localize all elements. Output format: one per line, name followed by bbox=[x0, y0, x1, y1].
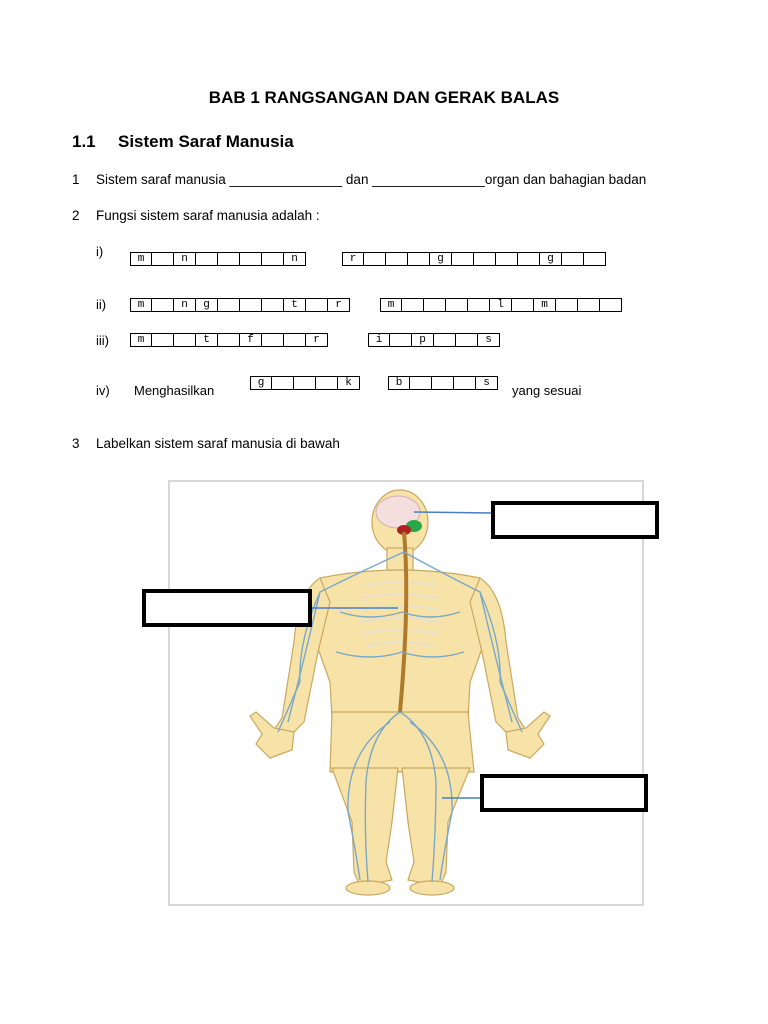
letter-cell[interactable] bbox=[196, 252, 218, 266]
letter-cell[interactable] bbox=[218, 252, 240, 266]
q2-item-4-word-1 bbox=[250, 376, 360, 390]
letter-cell[interactable] bbox=[452, 252, 474, 266]
letter-cell[interactable]: r bbox=[306, 333, 328, 347]
letter-cell[interactable] bbox=[578, 298, 600, 312]
letter-cell[interactable]: i bbox=[368, 333, 390, 347]
human-body-illustration bbox=[170, 482, 642, 904]
right-foot-shape bbox=[410, 881, 454, 895]
letter-cell[interactable] bbox=[218, 298, 240, 312]
letter-cell[interactable] bbox=[240, 252, 262, 266]
letter-cell[interactable]: m bbox=[130, 298, 152, 312]
letter-cell[interactable] bbox=[408, 252, 430, 266]
letter-cell[interactable]: n bbox=[284, 252, 306, 266]
letter-cell[interactable] bbox=[496, 252, 518, 266]
letter-cell[interactable] bbox=[386, 252, 408, 266]
letter-cell[interactable]: r bbox=[328, 298, 350, 312]
letter-cell[interactable]: r bbox=[342, 252, 364, 266]
letter-cell[interactable] bbox=[402, 298, 424, 312]
letter-cell[interactable] bbox=[410, 376, 432, 390]
question-1-number: 1 bbox=[72, 172, 80, 187]
letter-cell[interactable] bbox=[456, 333, 478, 347]
letter-cell[interactable] bbox=[152, 252, 174, 266]
letter-cell[interactable] bbox=[584, 252, 606, 266]
section-title: Sistem Saraf Manusia bbox=[118, 132, 294, 151]
letter-cell[interactable]: k bbox=[338, 376, 360, 390]
left-foot-shape bbox=[346, 881, 390, 895]
question-3-number: 3 bbox=[72, 436, 80, 451]
question-1-text: Sistem saraf manusia _______________ dan _______________organ dan bahagian badan bbox=[96, 172, 647, 187]
letter-cell[interactable] bbox=[240, 298, 262, 312]
letter-cell[interactable] bbox=[562, 252, 584, 266]
letter-cell[interactable] bbox=[262, 252, 284, 266]
letter-cell[interactable] bbox=[432, 376, 454, 390]
q2-item-2-label: ii) bbox=[96, 297, 107, 312]
letter-cell[interactable] bbox=[262, 298, 284, 312]
letter-cell[interactable]: m bbox=[130, 252, 152, 266]
letter-cell[interactable]: t bbox=[284, 298, 306, 312]
q2-item-2-word-1 bbox=[130, 298, 350, 312]
letter-cell[interactable]: m bbox=[130, 333, 152, 347]
letter-cell[interactable]: n bbox=[174, 298, 196, 312]
letter-cell[interactable] bbox=[262, 333, 284, 347]
q2-item-1-word-1 bbox=[130, 252, 306, 266]
letter-cell[interactable] bbox=[174, 333, 196, 347]
letter-cell[interactable] bbox=[434, 333, 456, 347]
letter-cell[interactable]: f bbox=[240, 333, 262, 347]
neck-shape bbox=[387, 548, 413, 570]
q2-item-2-word-2 bbox=[380, 298, 622, 312]
q2-item-3-label: iii) bbox=[96, 333, 109, 348]
label-box-brain[interactable] bbox=[491, 501, 659, 539]
q2-item-4-suffix: yang sesuai bbox=[512, 383, 582, 398]
question-2-text: Fungsi sistem saraf manusia adalah : bbox=[96, 208, 320, 223]
letter-cell[interactable] bbox=[468, 298, 490, 312]
q2-item-3-word-2 bbox=[368, 333, 500, 347]
hips-shape bbox=[330, 712, 474, 772]
letter-cell[interactable]: g bbox=[430, 252, 452, 266]
letter-cell[interactable] bbox=[556, 298, 578, 312]
letter-cell[interactable] bbox=[390, 333, 412, 347]
letter-cell[interactable] bbox=[600, 298, 622, 312]
arrow-to-brain bbox=[414, 512, 492, 513]
letter-cell[interactable] bbox=[284, 333, 306, 347]
q2-item-4-word-2 bbox=[388, 376, 498, 390]
letter-cell[interactable] bbox=[454, 376, 476, 390]
q2-item-4-prefix: Menghasilkan bbox=[134, 383, 215, 398]
letter-cell[interactable]: t bbox=[196, 333, 218, 347]
letter-cell[interactable]: s bbox=[478, 333, 500, 347]
letter-cell[interactable]: m bbox=[380, 298, 402, 312]
label-box-spinal-cord[interactable] bbox=[142, 589, 312, 627]
letter-cell[interactable] bbox=[364, 252, 386, 266]
q2-item-1-word-2 bbox=[342, 252, 606, 266]
letter-cell[interactable]: l bbox=[490, 298, 512, 312]
letter-cell[interactable] bbox=[316, 376, 338, 390]
letter-cell[interactable]: g bbox=[250, 376, 272, 390]
letter-cell[interactable] bbox=[474, 252, 496, 266]
q2-item-1-label: i) bbox=[96, 244, 104, 259]
letter-cell[interactable] bbox=[306, 298, 328, 312]
letter-cell[interactable]: s bbox=[476, 376, 498, 390]
letter-cell[interactable] bbox=[294, 376, 316, 390]
letter-cell[interactable]: m bbox=[534, 298, 556, 312]
section-number: 1.1 bbox=[72, 132, 96, 151]
letter-cell[interactable]: g bbox=[540, 252, 562, 266]
letter-cell[interactable] bbox=[152, 333, 174, 347]
letter-cell[interactable]: b bbox=[388, 376, 410, 390]
letter-cell[interactable]: p bbox=[412, 333, 434, 347]
letter-cell[interactable] bbox=[512, 298, 534, 312]
worksheet-title: BAB 1 RANGSANGAN DAN GERAK BALAS bbox=[208, 88, 560, 107]
letter-cell[interactable] bbox=[152, 298, 174, 312]
label-box-nerve[interactable] bbox=[480, 774, 648, 812]
letter-cell[interactable] bbox=[518, 252, 540, 266]
letter-cell[interactable] bbox=[424, 298, 446, 312]
letter-cell[interactable]: g bbox=[196, 298, 218, 312]
question-3-text: Labelkan sistem saraf manusia di bawah bbox=[96, 436, 340, 451]
question-2-number: 2 bbox=[72, 208, 80, 223]
q2-item-4-label: iv) bbox=[96, 383, 110, 398]
letter-cell[interactable] bbox=[446, 298, 468, 312]
q2-item-3-word-1 bbox=[130, 333, 328, 347]
nervous-system-figure bbox=[168, 480, 644, 906]
letter-cell[interactable] bbox=[272, 376, 294, 390]
letter-cell[interactable]: n bbox=[174, 252, 196, 266]
letter-cell[interactable] bbox=[218, 333, 240, 347]
